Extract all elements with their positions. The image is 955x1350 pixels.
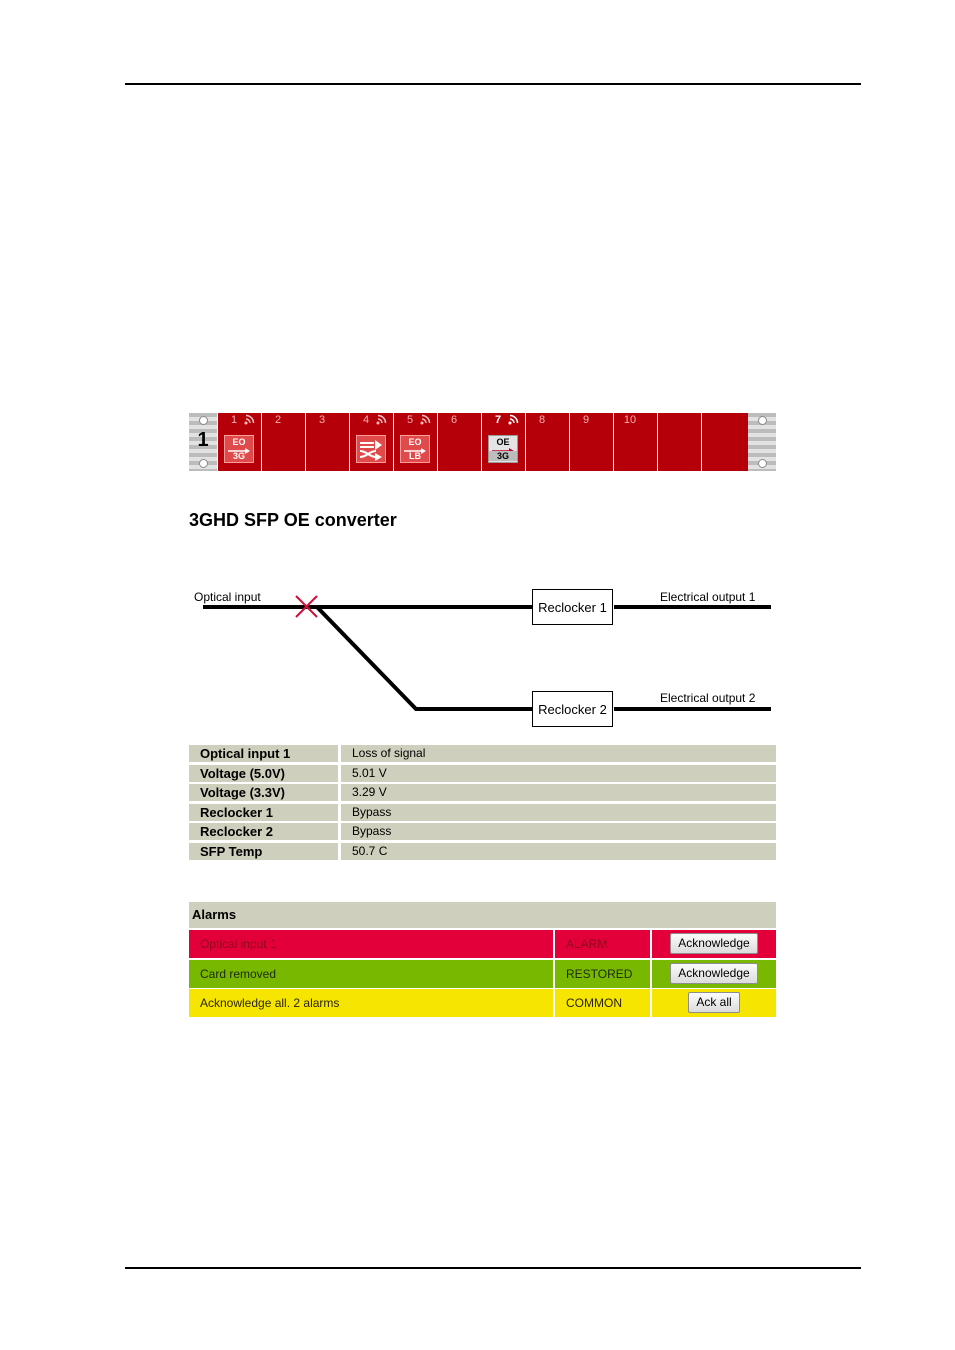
shuffle-card-icon[interactable] bbox=[356, 435, 386, 463]
status-label: Reclocker 1 bbox=[189, 804, 338, 821]
slot-number: 10 bbox=[623, 414, 637, 426]
status-value: Loss of signal bbox=[341, 745, 776, 762]
status-row bbox=[189, 843, 776, 860]
slot-number: 5 bbox=[406, 414, 414, 426]
acknowledge-button[interactable]: Acknowledge bbox=[670, 933, 757, 954]
status-label: Voltage (3.3V) bbox=[189, 784, 338, 801]
slot-number: 3 bbox=[318, 414, 326, 426]
card-icon-top-label: EO bbox=[408, 437, 422, 447]
card-icon-top-label: EO bbox=[232, 437, 246, 447]
alarm-name: Acknowledge all. 2 alarms bbox=[189, 989, 553, 1017]
status-value: 5.01 V bbox=[341, 765, 776, 782]
alarm-action-cell bbox=[652, 930, 776, 958]
slot-number: 7 bbox=[494, 414, 502, 426]
status-row bbox=[189, 804, 776, 821]
alarms-header: Alarms bbox=[189, 902, 776, 928]
status-value: Bypass bbox=[341, 804, 776, 821]
status-row bbox=[189, 765, 776, 782]
alarm-action-cell bbox=[652, 960, 776, 988]
slot-6[interactable] bbox=[437, 413, 480, 471]
rack-ear-left bbox=[189, 413, 217, 471]
eo-lb-card-icon[interactable] bbox=[400, 435, 430, 463]
alarm-row bbox=[189, 989, 776, 1017]
wireless-icon bbox=[507, 413, 521, 427]
slot-10[interactable] bbox=[613, 413, 656, 471]
slot-number: 6 bbox=[450, 414, 458, 426]
status-row bbox=[189, 823, 776, 840]
ack-all-button[interactable]: Ack all bbox=[688, 992, 739, 1013]
status-value: 50.7 C bbox=[341, 843, 776, 860]
slot-number: 4 bbox=[362, 414, 370, 426]
alarm-row bbox=[189, 960, 776, 988]
alarm-name: Card removed bbox=[189, 960, 553, 988]
alarm-state: RESTORED bbox=[555, 960, 650, 988]
status-row bbox=[189, 784, 776, 801]
card-icon-bottom-label: 3G bbox=[489, 451, 517, 461]
card-icon-bottom-label: LB bbox=[409, 451, 421, 461]
branch-line bbox=[317, 607, 533, 709]
wireless-icon bbox=[243, 413, 257, 427]
slot-2[interactable] bbox=[261, 413, 304, 471]
slot-4[interactable] bbox=[349, 413, 392, 471]
screw-icon bbox=[758, 416, 767, 425]
status-value: 3.29 V bbox=[341, 784, 776, 801]
electrical-output-1-label: Electrical output 1 bbox=[660, 590, 756, 604]
alarm-name: Optical input 1 bbox=[189, 930, 553, 958]
slot-12[interactable] bbox=[701, 413, 744, 471]
slot-number: 8 bbox=[538, 414, 546, 426]
slot-1[interactable] bbox=[217, 413, 260, 471]
slot-number: 1 bbox=[230, 414, 238, 426]
card-icon-bottom-label: 3G bbox=[232, 451, 245, 461]
screw-icon bbox=[199, 459, 208, 468]
optical-input-label: Optical input bbox=[194, 590, 261, 604]
wireless-icon bbox=[375, 413, 389, 427]
slot-9[interactable] bbox=[569, 413, 612, 471]
reclocker-2-box[interactable]: Reclocker 2 bbox=[532, 691, 613, 727]
status-label: Optical input 1 bbox=[189, 745, 338, 762]
slot-3[interactable] bbox=[305, 413, 348, 471]
frame-number: 1 bbox=[197, 429, 209, 451]
slot-8[interactable] bbox=[525, 413, 568, 471]
slot-number: 2 bbox=[274, 414, 282, 426]
acknowledge-button[interactable]: Acknowledge bbox=[670, 963, 757, 984]
eo-3g-card-icon[interactable] bbox=[224, 435, 254, 463]
wireless-icon bbox=[419, 413, 433, 427]
status-label: Voltage (5.0V) bbox=[189, 765, 338, 782]
slot-7[interactable] bbox=[481, 413, 524, 471]
reclocker-1-box[interactable]: Reclocker 1 bbox=[532, 589, 613, 625]
alarm-state: COMMON bbox=[555, 989, 650, 1017]
electrical-output-2-label: Electrical output 2 bbox=[660, 691, 756, 705]
alarm-action-cell bbox=[652, 989, 776, 1017]
slot-5[interactable] bbox=[393, 413, 436, 471]
screw-icon bbox=[199, 416, 208, 425]
card-title: 3GHD SFP OE converter bbox=[189, 510, 397, 530]
status-label: Reclocker 2 bbox=[189, 823, 338, 840]
oe-3g-card-icon[interactable] bbox=[488, 435, 518, 463]
shuffle-icon bbox=[357, 436, 385, 462]
screw-icon bbox=[758, 459, 767, 468]
status-table bbox=[189, 745, 776, 862]
footer-rule bbox=[125, 1267, 861, 1269]
rack-ear-right bbox=[748, 413, 776, 471]
alarm-row bbox=[189, 930, 776, 958]
status-value: Bypass bbox=[341, 823, 776, 840]
signal-lines bbox=[189, 580, 779, 740]
signal-flow-diagram bbox=[189, 580, 779, 740]
alarm-state: ALARM bbox=[555, 930, 650, 958]
slot-number: 9 bbox=[582, 414, 590, 426]
slot-11[interactable] bbox=[657, 413, 700, 471]
card-icon-top-label: OE bbox=[496, 437, 510, 447]
status-row bbox=[189, 745, 776, 762]
header-rule bbox=[125, 83, 861, 85]
frame-rack-view bbox=[189, 413, 776, 471]
status-label: SFP Temp bbox=[189, 843, 338, 860]
